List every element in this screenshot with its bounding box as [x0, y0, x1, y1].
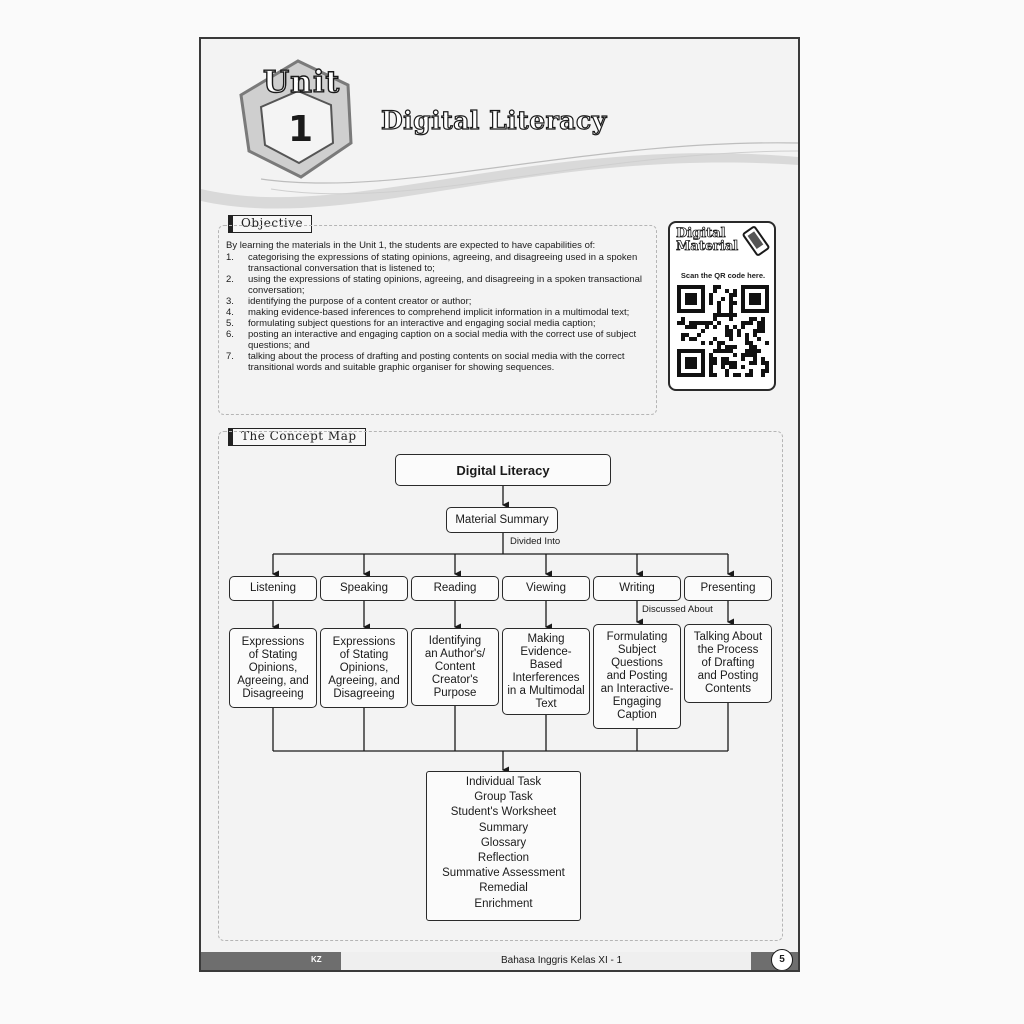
- objective-list: [226, 252, 654, 373]
- activity-item: Summative Assessment: [442, 867, 565, 880]
- activity-item: Group Task: [474, 791, 533, 804]
- qr-caption: Scan the QR code here.: [680, 271, 766, 280]
- skill-box-reading: Reading: [411, 576, 499, 601]
- publisher-mark: KZ: [311, 955, 322, 964]
- list-item: 7. talking about the process of drafting and posting contents on social media with the correct transitional words and suitable graphic organiser for showing sequences.: [226, 351, 625, 373]
- skill-box-speaking: Speaking: [320, 576, 408, 601]
- phone-icon: [740, 225, 774, 259]
- detail-box-listening: Expressions of Stating Opinions, Agreeing, and Disagreeing: [229, 628, 317, 708]
- concept-map-heading: The Concept Map: [228, 428, 366, 446]
- skill-box-listening: Listening: [229, 576, 317, 601]
- objective-heading: Objective: [228, 215, 312, 233]
- discussed-about-label: Discussed About: [642, 604, 713, 615]
- activity-item: Individual Task: [465, 776, 542, 788]
- book-title: Bahasa Inggris Kelas XI - 1: [501, 955, 623, 966]
- digital-material-card: [668, 221, 776, 391]
- list-item: 2. using the expressions of stating opinions, agreeing, and disagreeing in a spoken transactional conversation;: [226, 274, 642, 296]
- unit-number: 1: [288, 109, 314, 150]
- activity-item: Enrichment: [474, 897, 533, 910]
- unit-word: Unit: [263, 65, 341, 100]
- divided-into-label: Divided Into: [510, 536, 561, 547]
- activity-item: Student's Worksheet: [450, 806, 557, 819]
- list-item: 5. formulating subject questions for an interactive and engaging social media caption;: [226, 318, 596, 329]
- list-item: 4. making evidence-based inferences to comprehend implicit information in a multimodal text;: [226, 307, 630, 318]
- activity-item: Summary: [478, 821, 529, 834]
- activity-item: Remedial: [479, 882, 528, 895]
- skill-box-writing: Writing: [593, 576, 681, 601]
- list-item: 1. categorising the expressions of stating opinions, agreeing, and disagreeing used in a spoken transactional conversation that is listened to;: [226, 252, 638, 274]
- skill-box-viewing: Viewing: [502, 576, 590, 601]
- activity-item: Reflection: [477, 852, 530, 865]
- list-item: 3. identifying the purpose of a content creator or author;: [226, 296, 472, 307]
- qr-code-icon[interactable]: [677, 285, 769, 377]
- detail-box-writing: Formulating Subject Questions and Posting an Interactive- Engaging Caption: [593, 624, 681, 729]
- detail-box-reading: Identifying an Author's/ Content Creator's Purpose: [411, 628, 499, 706]
- concept-root: Digital Literacy: [395, 454, 611, 486]
- detail-box-viewing: Making Evidence- Based Interferences in a Multimodal Text: [502, 628, 590, 715]
- unit-title: Digital Literacy: [381, 106, 607, 135]
- unit-header: [201, 39, 798, 219]
- objective-intro: By learning the materials in the Unit 1, the students are expected to have capabilities of:: [226, 240, 596, 251]
- textbook-page: [199, 37, 800, 972]
- activity-item: Glossary: [480, 836, 527, 849]
- detail-box-presenting: Talking About the Process of Drafting and Posting Contents: [684, 624, 772, 703]
- digital-material-title: Digital Material: [676, 226, 739, 254]
- material-summary-box: Material Summary: [446, 507, 558, 533]
- list-item: 6. posting an interactive and engaging caption on a social media with the correct use of subject questions; and: [226, 329, 637, 351]
- page-number: 5: [771, 949, 793, 971]
- detail-box-speaking: Expressions of Stating Opinions, Agreeing, and Disagreeing: [320, 628, 408, 708]
- skill-box-presenting: Presenting: [684, 576, 772, 601]
- activities-box: [426, 771, 581, 921]
